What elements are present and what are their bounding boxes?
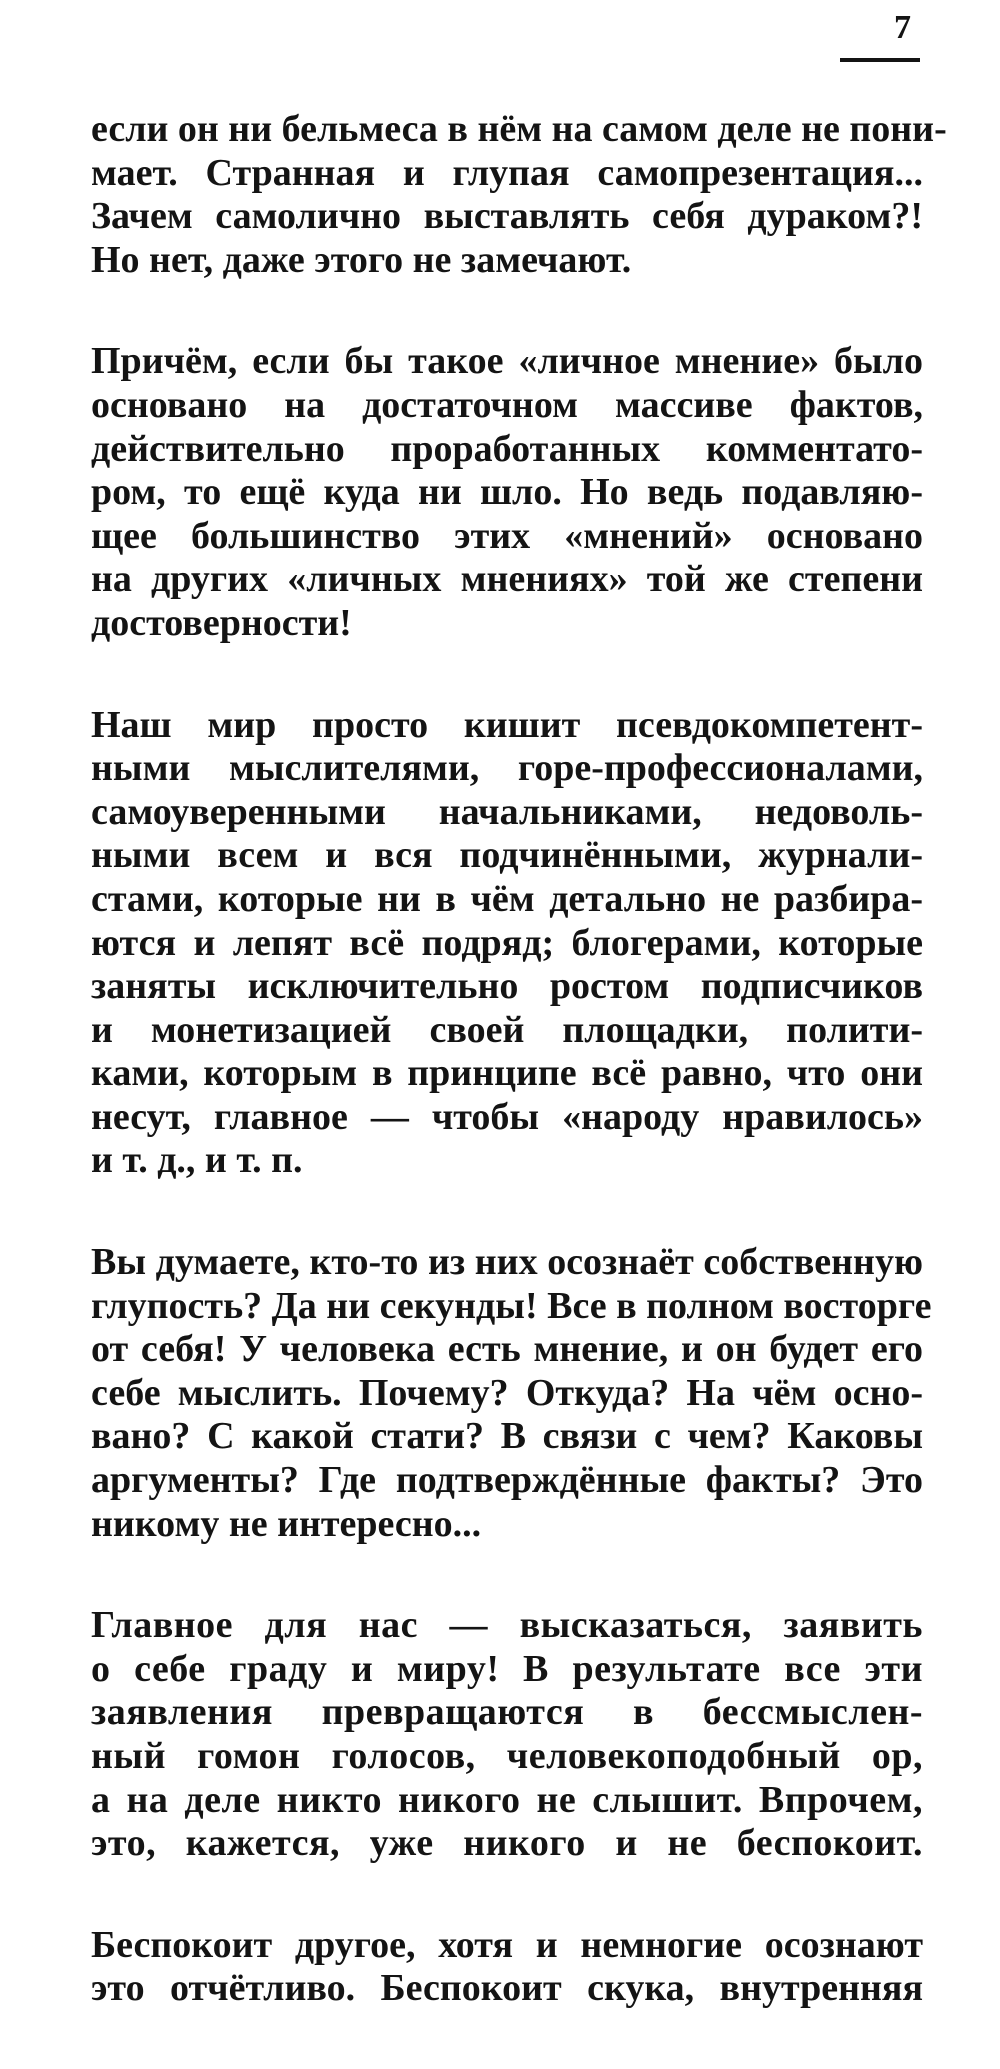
text-line: Главное для нас — высказаться, заявить (91, 1604, 923, 1647)
text-line: а на деле никто никого не слышит. Впрочем, (91, 1778, 923, 1821)
text-line: это отчётливо. Беспокоит скука, внутренняя (91, 1967, 923, 2010)
text-line: Но нет, даже этого не замечают. (91, 238, 632, 281)
text-line: ются и лепят всё подряд; блогерами, которые (91, 921, 923, 964)
text-line: на других «личных мнениях» той же степени (91, 558, 923, 601)
header-rule (840, 58, 920, 62)
text-line: заняты исключительно ростом подписчиков (91, 965, 923, 1008)
text-line: аргументы? Где подтверждённые факты? Это (91, 1459, 923, 1502)
text-line: щее большинство этих «мнений» основано (91, 514, 923, 557)
text-column (91, 108, 947, 2069)
text-line: никому не интересно... (91, 1502, 482, 1545)
text-line: это, кажется, уже никого и не беспокоит. (91, 1822, 923, 1865)
text-line: ками, которым в принципе всё равно, что они (91, 1052, 923, 1095)
text-line: себе мыслить. Почему? Откуда? На чём осно- (91, 1371, 923, 1414)
text-line: действительно проработанных комментато- (91, 427, 923, 470)
paragraph-3 (91, 704, 923, 1184)
text-line: глупость? Да ни секунды! Все в полном восторге (91, 1284, 932, 1327)
text-line: Наш мир просто кишит псевдокомпетент- (91, 703, 923, 746)
paragraph-5 (91, 1604, 923, 1866)
text-line: ром, то ещё куда ни шло. Но ведь подавляю- (91, 471, 923, 514)
text-line: заявления превращаются в бессмыслен- (91, 1691, 923, 1734)
text-line: стами, которые ни в чём детально не разбира- (91, 877, 923, 920)
page-number: 7 (894, 9, 911, 46)
text-line: самоуверенными начальниками, недоволь- (91, 790, 923, 833)
paragraph-6 (91, 1924, 923, 2011)
text-line: о себе граду и миру! В результате все эти (91, 1647, 923, 1690)
text-line: если он ни бельмеса в нём на самом деле не пони- (91, 108, 947, 150)
text-line: Зачем самолично выставлять себя дураком?! (91, 195, 923, 238)
text-line: и монетизацией своей площадки, полити- (91, 1008, 923, 1051)
text-line: Причём, если бы такое «личное мнение» было (91, 340, 923, 383)
text-line: ными всем и вся подчинёнными, журнали- (91, 834, 923, 877)
text-line: вано? С какой стати? В связи с чем? Каковы (91, 1415, 923, 1458)
text-line: основано на достаточном массиве фактов, (91, 383, 923, 426)
paragraph-4 (91, 1241, 932, 1546)
text-line: несут, главное — чтобы «народу нравилось» (91, 1095, 923, 1138)
text-line: от себя! У человека есть мнение, и он будет его (91, 1328, 923, 1371)
text-line: и т. д., и т. п. (91, 1139, 303, 1182)
paragraph-1 (91, 108, 947, 282)
paragraph-2 (91, 340, 923, 645)
text-line: ными мыслителями, горе-профессионалами, (91, 747, 923, 790)
text-line: Беспокоит другое, хотя и немногие осознают (91, 1923, 923, 1966)
text-line: мает. Странная и глупая самопрезентация... (91, 151, 923, 194)
text-line: Вы думаете, кто-то из них осознаёт собственную (91, 1241, 923, 1284)
text-line: достоверности! (91, 601, 352, 644)
text-line: ный гомон голосов, человекоподобный ор, (91, 1735, 923, 1777)
